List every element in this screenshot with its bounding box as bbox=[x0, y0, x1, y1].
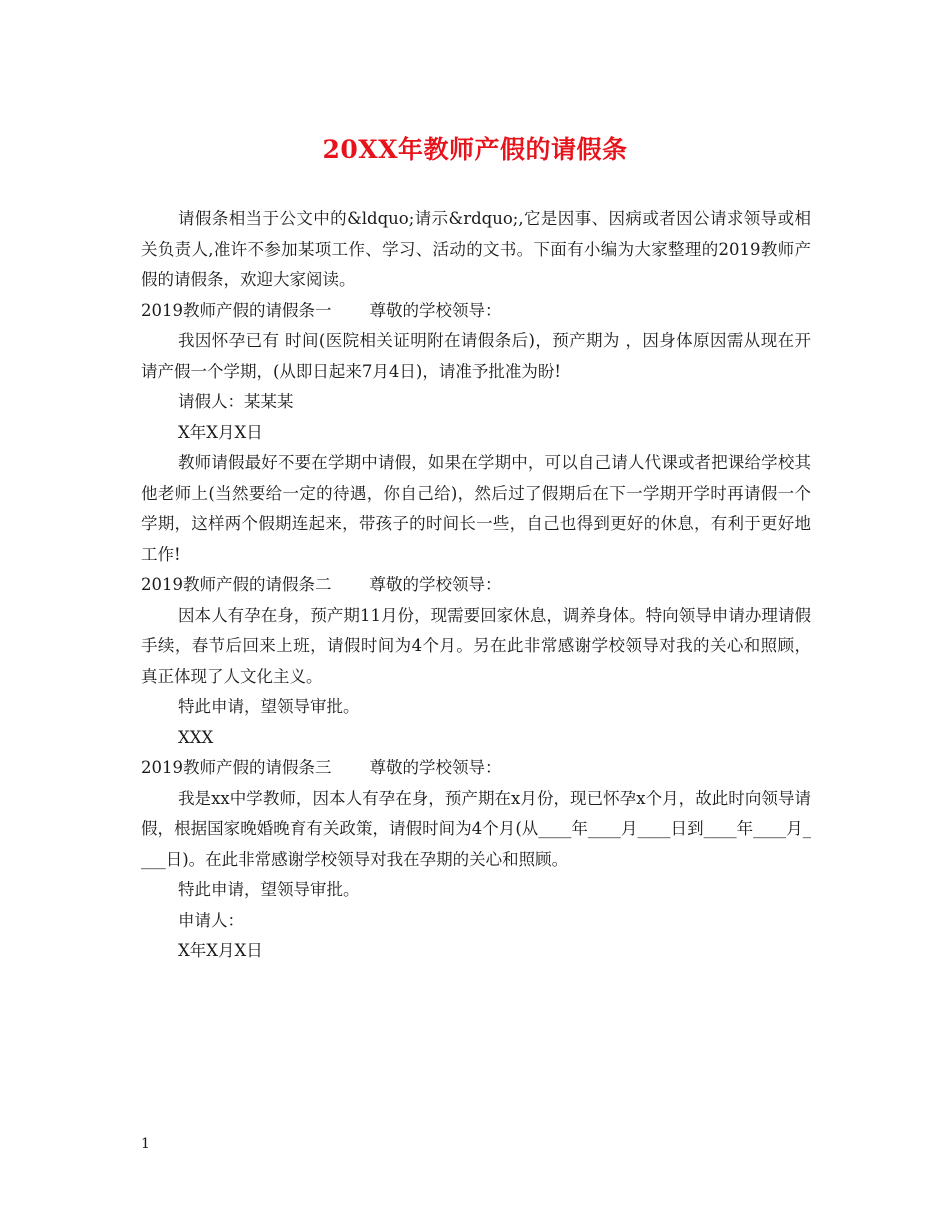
section-1-date: X年X月X日 bbox=[178, 422, 263, 442]
section-2-salutation: 尊敬的学校领导： bbox=[369, 575, 502, 594]
section-1-heading bbox=[141, 296, 811, 327]
document-body bbox=[141, 204, 811, 967]
section-2-signer: XXX bbox=[178, 727, 214, 747]
section-3-body: 我是xx中学教师，因本人有孕在身，预产期在x月份，现已怀孕x个月，故此时向领导请假，根据国家晚婚晚育有关政策，请假时间为4个月(从____年____月____日到____年____月____日)。在此非常感谢学校领导对我在孕期的关心和照顾。 bbox=[141, 788, 811, 869]
section-1-signer: 请假人：某某某 bbox=[178, 392, 294, 411]
section-3-title: 2019教师产假的请假条三 bbox=[141, 758, 332, 777]
section-1-title: 2019教师产假的请假条一 bbox=[141, 300, 332, 320]
section-1-body: 我因怀孕已有 时间(医院相关证明附在请假条后)，预产期为 ，因身体原因需从现在开请产假一个学期，(从即日起来7月4日)，请准予批准为盼! bbox=[141, 331, 811, 381]
section-3-date: X年X月X日 bbox=[178, 941, 263, 960]
section-2-closing: 特此申请，望领导审批。 bbox=[178, 697, 360, 716]
page-number: 1 bbox=[141, 1136, 150, 1152]
intro-paragraph: 请假条相当于公文中的&ldquo;请示&rdquo;,它是因事、因病或者因公请求领导或相关负责人,准许不参加某项工作、学习、活动的文书。下面有小编为大家整理的2019教师产假的请假条，欢迎大家阅读。 bbox=[141, 209, 811, 289]
section-1-salutation: 尊敬的学校领导： bbox=[369, 300, 502, 320]
section-3-closing: 特此申请，望领导审批。 bbox=[178, 880, 360, 899]
section-2-body: 因本人有孕在身，预产期11月份，现需要回家休息，调养身体。特向领导申请办理请假手续，春节后回来上班，请假时间为4个月。另在此非常感谢学校领导对我的关心和照顾，真正体现了人文化主义。 bbox=[141, 605, 811, 686]
section-2-heading bbox=[141, 570, 811, 601]
section-2-title: 2019教师产假的请假条二 bbox=[141, 575, 332, 594]
section-1-advice: 教师请假最好不要在学期中请假，如果在学期中，可以自己请人代课或者把课给学校其他老师上(当然要给一定的待遇，你自己给)，然后过了假期后在下一学期开学时再请假一个学期，这样两个假期连起来，带孩子的时间长一些，自己也得到更好的休息，有利于更好地工作! bbox=[141, 453, 811, 564]
section-3-signer: 申请人： bbox=[178, 910, 244, 930]
document-title: 20XX年教师产假的请假条 bbox=[322, 135, 628, 164]
section-3-salutation: 尊敬的学校领导： bbox=[369, 758, 502, 777]
section-3-heading bbox=[141, 753, 811, 784]
